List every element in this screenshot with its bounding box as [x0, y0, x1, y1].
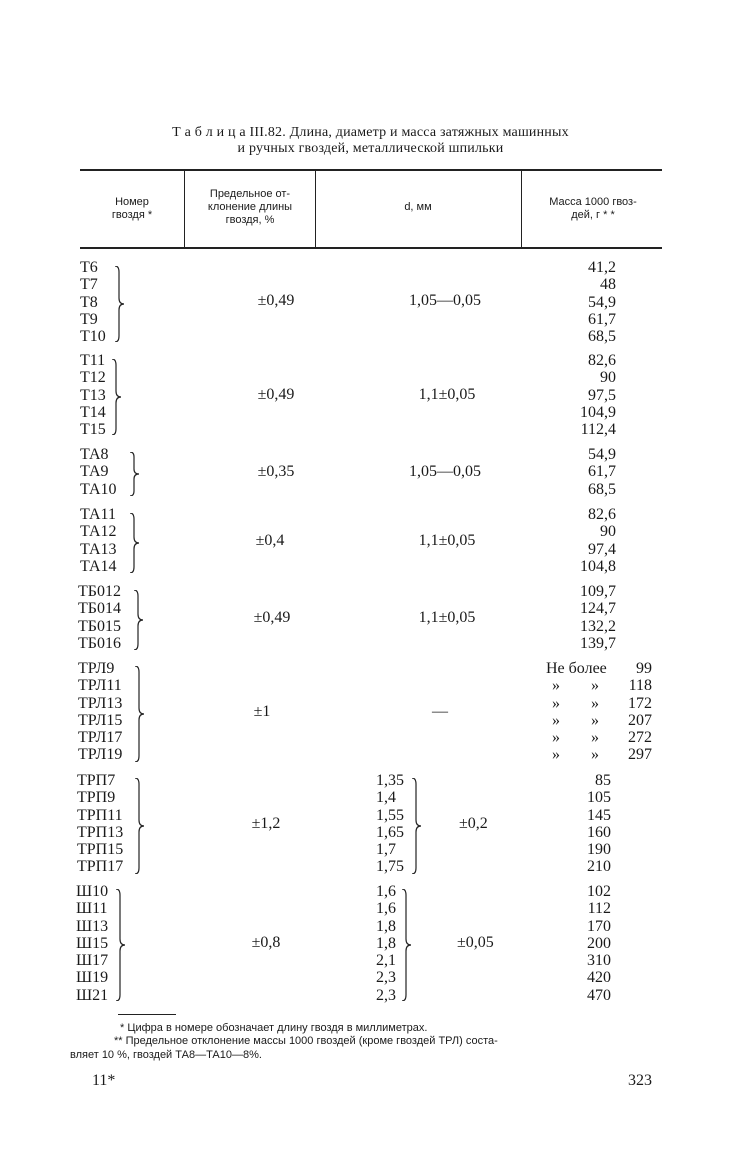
diameter-value: 1,65	[376, 823, 404, 841]
mass-value: 68,5	[588, 328, 616, 346]
header-length-tolerance	[186, 188, 314, 227]
diameter-value: 1,8	[376, 934, 396, 952]
mass-value: 210	[587, 858, 611, 876]
length-tolerance: ±1	[253, 703, 271, 720]
header-mass-line-1: Масса 1000 гвоз-	[549, 196, 637, 208]
diameter-value: —	[432, 703, 448, 720]
mass-column	[556, 352, 616, 438]
nail-number: Ш19	[76, 969, 109, 987]
nail-group-trl9-trl19	[78, 660, 122, 764]
nail-number: ТРЛ17	[78, 729, 123, 747]
nail-number: ТА13	[80, 540, 117, 558]
group-brace	[128, 513, 142, 573]
nail-number: ТА12	[80, 523, 117, 541]
mass-value: 82,6	[588, 352, 616, 369]
mass-column	[556, 446, 616, 498]
diameter-tolerance: ±0,2	[459, 815, 488, 832]
mass-value: 145	[587, 806, 611, 824]
header-divider-3	[521, 171, 522, 247]
ditto-mark: »	[591, 677, 599, 695]
diameter-value: 2,3	[376, 986, 396, 1004]
nail-group-trp7-trp17	[77, 772, 123, 876]
mass-column	[556, 259, 616, 345]
mass-value: 41,2	[588, 259, 616, 276]
footnote-2-line-1: ** Предельное отклонение массы 1000 гвоздей (кроме гвоздей ТРЛ) соста-	[114, 1035, 498, 1047]
mass-limit-row	[546, 660, 652, 677]
header-divider-2	[315, 171, 316, 247]
mass-value: 48	[600, 276, 616, 294]
mass-column	[556, 772, 611, 876]
header-mass	[523, 196, 663, 222]
ditto-mark: »	[552, 677, 560, 695]
mass-column	[556, 583, 616, 652]
length-tolerance: ±0,8	[251, 934, 281, 951]
diameter-brace	[400, 889, 414, 1001]
mass-value: 105	[587, 789, 611, 807]
nail-number: ТА8	[80, 446, 109, 463]
mass-limit-label: Не более	[546, 660, 607, 677]
mass-value: 90	[600, 369, 616, 387]
mass-value: 85	[595, 772, 611, 789]
group-brace	[114, 889, 128, 1001]
diameter-value: 2,1	[376, 952, 396, 970]
header-divider-1	[184, 171, 185, 247]
mass-limit-column	[546, 660, 652, 764]
printer-signature: 11*	[92, 1072, 116, 1089]
length-tolerance: ±0,49	[253, 609, 291, 626]
mass-value: 124,7	[580, 600, 616, 618]
nail-number: ТА11	[80, 506, 116, 523]
group-brace	[128, 452, 142, 496]
nail-number: Т12	[80, 369, 106, 387]
nail-number: Т10	[80, 328, 106, 346]
nail-number: Т6	[80, 259, 98, 276]
diameter-value: 2,3	[376, 969, 396, 987]
diameter-values	[376, 772, 404, 876]
mass-value: 112,4	[580, 421, 616, 439]
length-tolerance: ±0,35	[257, 463, 295, 480]
nail-number: Ш13	[76, 917, 109, 935]
nail-number: ТРП9	[77, 789, 116, 807]
diameter-values	[376, 883, 396, 1004]
nail-number: Ш15	[76, 934, 109, 952]
mass-limit-row	[546, 695, 652, 712]
mass-column	[556, 883, 611, 1004]
diameter-value: 1,05—0,05	[409, 463, 481, 480]
header-nail-number-line-2: гвоздя *	[111, 209, 153, 221]
mass-value: 170	[587, 917, 611, 935]
mass-value: 97,4	[588, 540, 616, 558]
mass-value: 54,9	[588, 293, 616, 311]
diameter-brace	[410, 778, 424, 874]
footnote-rule	[118, 1014, 176, 1015]
nail-number: ТА9	[80, 463, 109, 481]
nail-group-sh10-sh21	[76, 883, 108, 1004]
nail-number: Т8	[80, 293, 98, 311]
mass-value: 470	[587, 986, 611, 1004]
mass-value: 207	[628, 711, 652, 729]
group-brace	[132, 590, 146, 650]
mass-value: 97,5	[588, 386, 616, 404]
mass-value: 420	[587, 969, 611, 987]
nail-number: ТРЛ19	[78, 746, 123, 764]
nail-number: Т9	[80, 310, 98, 328]
nail-number: ТРЛ15	[78, 711, 123, 729]
mass-value: 160	[587, 823, 611, 841]
header-mass-line-2: дей, г * *	[571, 209, 615, 221]
header-bottom-rule	[80, 247, 662, 249]
table-top-rule	[80, 169, 662, 171]
nail-number: ТБ015	[78, 617, 121, 635]
nail-number: Т11	[80, 352, 106, 369]
mass-value: 109,7	[580, 583, 616, 600]
ditto-mark: »	[591, 694, 599, 712]
nail-group-tb012-tb016	[78, 583, 121, 652]
nail-number: ТБ012	[78, 583, 121, 600]
group-brace	[113, 266, 127, 342]
length-tolerance: ±1,2	[251, 815, 281, 832]
group-brace	[133, 666, 147, 762]
nail-number: Т14	[80, 403, 106, 421]
title-line-1: Т а б л и ц а III.82. Длина, диаметр и масса затяжных машинных	[172, 125, 569, 140]
nail-group-ta8-ta10	[80, 446, 117, 498]
mass-value: 104,9	[580, 403, 616, 421]
nail-number: ТРП11	[77, 806, 123, 824]
nail-number: ТБ016	[78, 634, 121, 652]
mass-value: 310	[587, 952, 611, 970]
mass-value: 112	[587, 900, 611, 918]
diameter-value: 1,1±0,05	[418, 609, 476, 626]
ditto-mark: »	[552, 711, 560, 729]
nail-number: ТРЛ11	[78, 677, 122, 695]
mass-value: 61,7	[588, 463, 616, 481]
mass-limit-row	[546, 712, 652, 729]
ditto-mark: »	[552, 746, 560, 764]
diameter-value: 1,6	[376, 900, 396, 918]
diameter-value: 1,1±0,05	[418, 532, 476, 549]
mass-value: 297	[628, 746, 652, 764]
length-tolerance: ±0,4	[255, 532, 285, 549]
mass-limit-row	[546, 677, 652, 694]
mass-value: 54,9	[588, 446, 616, 463]
mass-value: 102	[587, 883, 611, 900]
mass-value: 90	[600, 523, 616, 541]
diameter-value: 1,05—0,05	[409, 292, 481, 309]
diameter-value: 1,35	[376, 772, 404, 789]
diameter-tolerance: ±0,05	[457, 934, 494, 951]
mass-column	[556, 506, 616, 575]
nail-number: Ш21	[76, 986, 109, 1004]
header-length-tolerance-line-3: гвоздя, %	[225, 214, 275, 226]
nail-number: ТА10	[80, 480, 117, 498]
ditto-mark: »	[591, 711, 599, 729]
diameter-value: 1,55	[376, 806, 404, 824]
header-nail-number	[82, 196, 182, 222]
diameter-value: 1,75	[376, 858, 404, 876]
nail-number: Т15	[80, 421, 106, 439]
nail-group-t11-t15	[80, 352, 106, 438]
mass-value: 118	[628, 677, 652, 695]
page-number: 323	[628, 1072, 652, 1089]
mass-limit-row	[546, 729, 652, 746]
nail-number: ТРЛ9	[78, 660, 115, 677]
diameter-value: 1,8	[376, 917, 396, 935]
mass-value: 61,7	[588, 310, 616, 328]
ditto-mark: »	[591, 729, 599, 747]
ditto-mark: »	[552, 729, 560, 747]
mass-value: 172	[628, 694, 652, 712]
nail-group-t6-t10	[80, 259, 106, 345]
length-tolerance: ±0,49	[257, 292, 295, 309]
nail-group-ta11-ta14	[80, 506, 117, 575]
mass-value: 82,6	[588, 506, 616, 523]
mass-value: 139,7	[580, 634, 616, 652]
group-brace	[110, 359, 124, 435]
header-length-tolerance-line-2: клонение длины	[207, 201, 293, 213]
mass-value: 104,8	[580, 557, 616, 575]
diameter-value: 1,1±0,05	[418, 386, 476, 403]
mass-value: 68,5	[588, 480, 616, 498]
nail-number: ТРП15	[77, 841, 124, 859]
header-length-tolerance-line-1: Предельное от-	[209, 188, 291, 200]
nail-number: ТРП7	[77, 772, 116, 789]
mass-limit-row	[546, 746, 652, 763]
nail-number: ТРЛ13	[78, 694, 123, 712]
nail-number: ТБ014	[78, 600, 121, 618]
mass-value: 272	[628, 729, 652, 747]
diameter-value: 1,7	[376, 841, 396, 859]
nail-number: Т13	[80, 386, 106, 404]
mass-value: 190	[587, 841, 611, 859]
nail-number: ТРП17	[77, 858, 124, 876]
nail-number: Ш17	[76, 952, 109, 970]
header-diameter: d, мм	[404, 201, 432, 213]
mass-value: 132,2	[580, 617, 616, 635]
nail-number: ТРП13	[77, 823, 124, 841]
title-line-2: и ручных гвоздей, металлической шпильки	[237, 141, 504, 156]
mass-value: 200	[587, 934, 611, 952]
diameter-value: 1,6	[376, 883, 396, 900]
footnote-2-line-2: вляет 10 %, гвоздей ТА8—ТА10—8%.	[70, 1049, 262, 1061]
nail-number: Т7	[80, 276, 98, 294]
nail-number: Ш11	[76, 900, 108, 918]
diameter-value: 1,4	[376, 789, 396, 807]
group-brace	[133, 778, 147, 874]
header-nail-number-line-1: Номер	[115, 196, 149, 208]
nail-number: ТА14	[80, 557, 117, 575]
nail-number: Ш10	[76, 883, 109, 900]
ditto-mark: »	[591, 746, 599, 764]
length-tolerance: ±0,49	[257, 386, 295, 403]
ditto-mark: »	[552, 694, 560, 712]
mass-value: 99	[636, 660, 652, 677]
footnote-1: * Цифра в номере обозначает длину гвоздя в миллиметрах.	[120, 1022, 428, 1034]
